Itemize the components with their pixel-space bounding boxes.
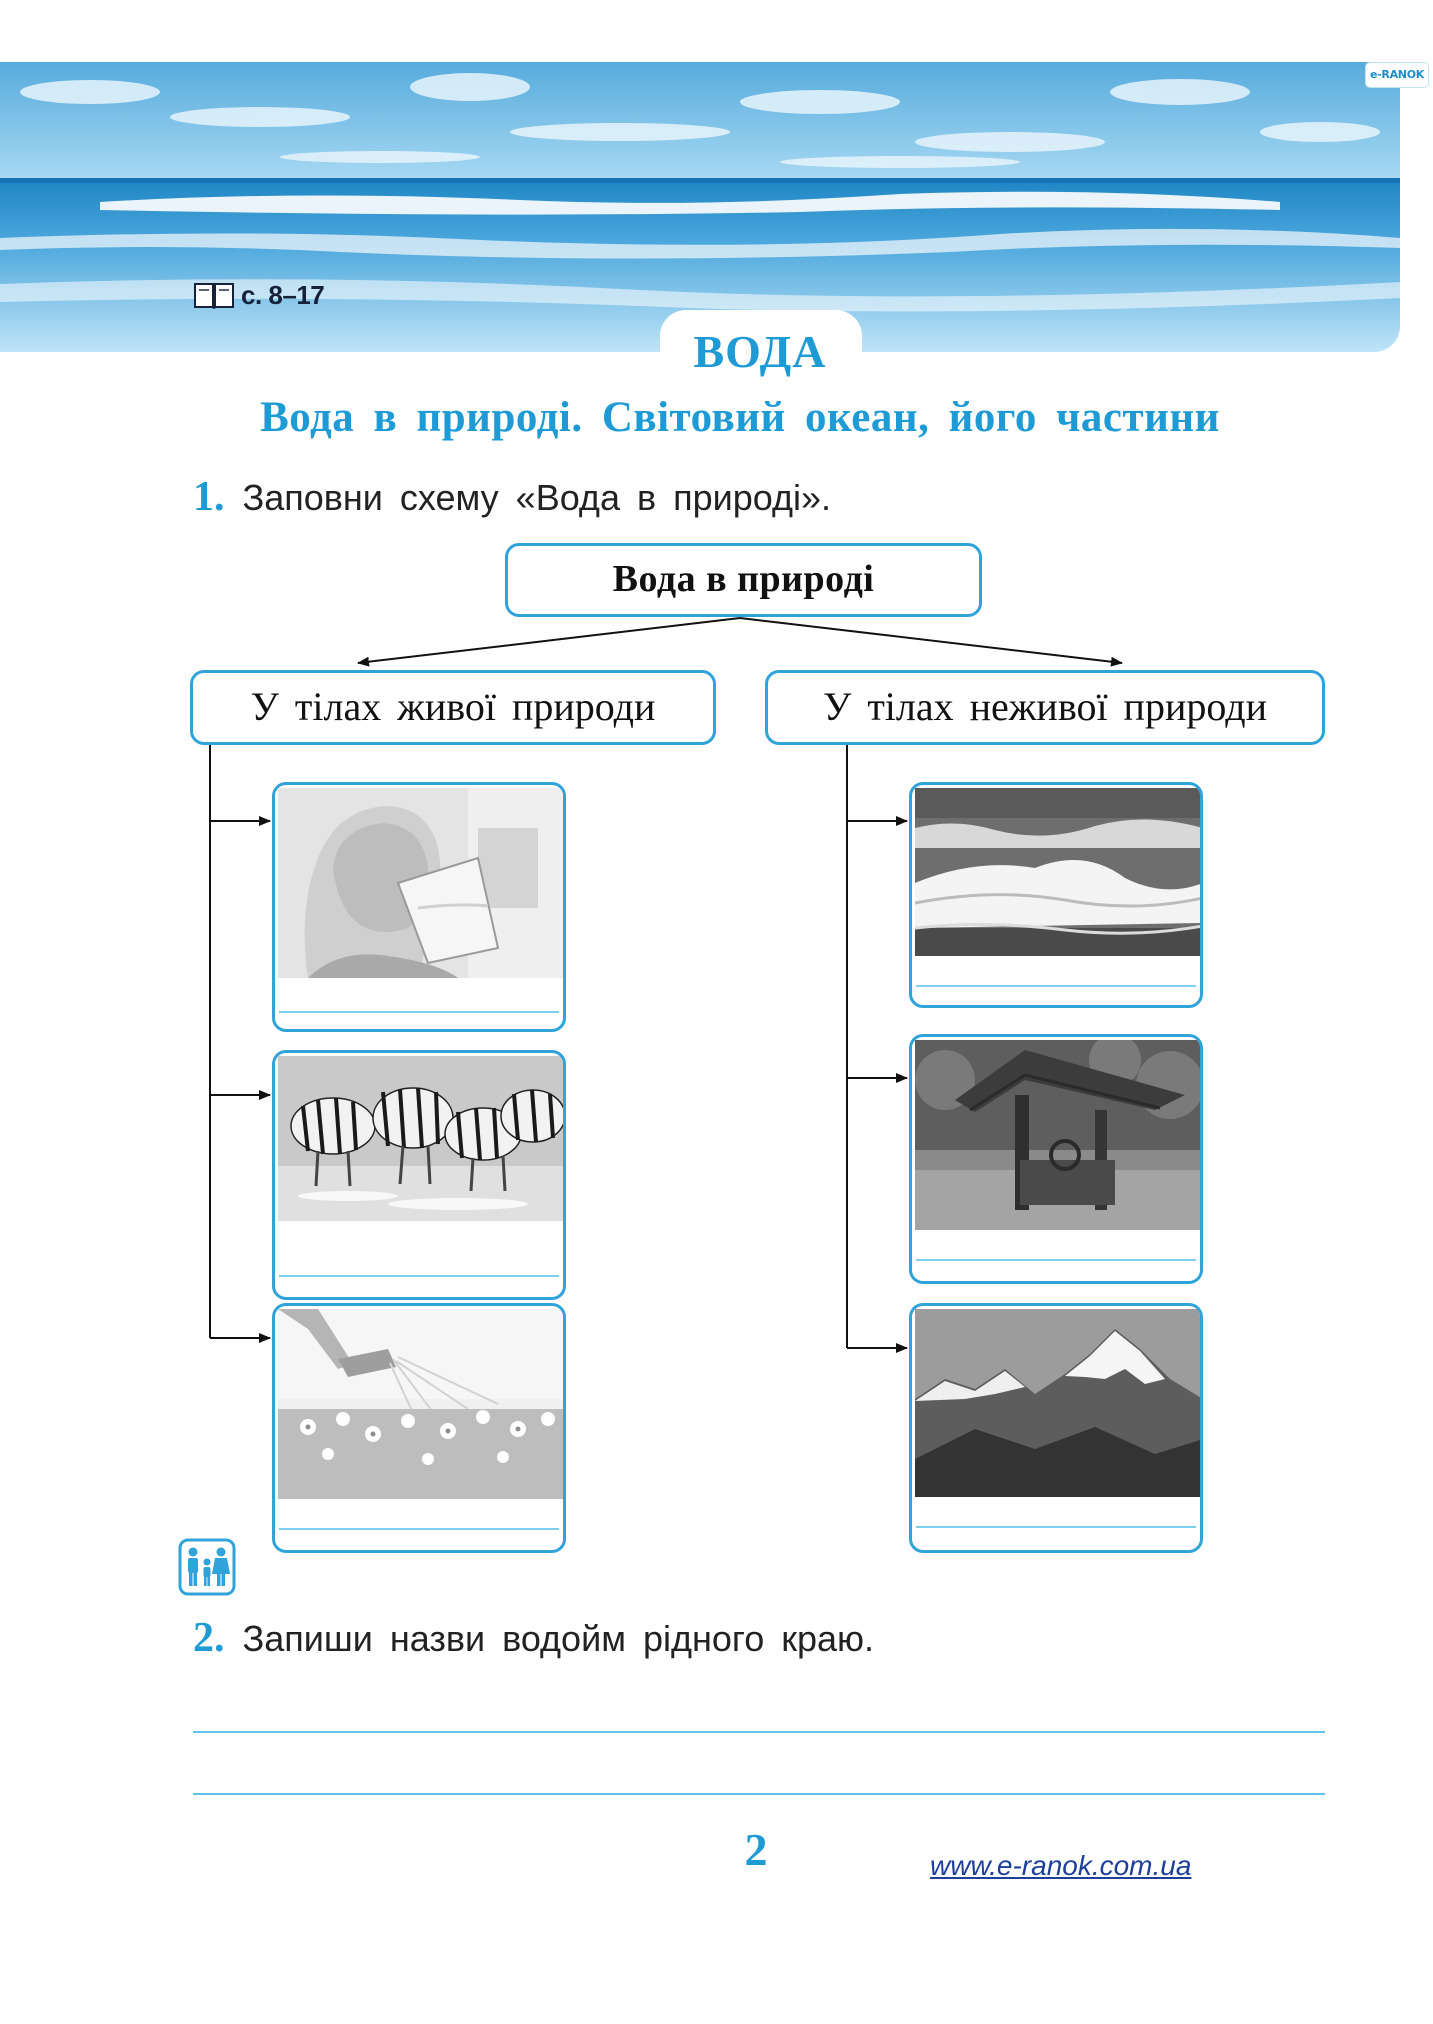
living-card-1	[272, 782, 566, 1032]
task-2-number: 2.	[193, 1615, 225, 1661]
publisher-logo: e-RANOK	[1365, 62, 1429, 88]
answer-line	[916, 1526, 1196, 1528]
living-card-3	[272, 1303, 566, 1553]
nonliving-card-1	[909, 782, 1203, 1008]
answer-line	[916, 985, 1196, 987]
answer-line	[916, 1259, 1196, 1261]
woman-drinking-water-photo	[278, 788, 566, 978]
well-photo	[915, 1040, 1203, 1230]
website-link[interactable]: www.e-ranok.com.ua	[930, 1850, 1192, 1881]
nonliving-card-2	[909, 1034, 1203, 1284]
task-2-text: Запиши назви водойм рідного краю.	[242, 1618, 875, 1659]
task-2-answer-line-2[interactable]	[193, 1793, 1325, 1795]
lesson-subtitle: Вода в природі. Світовий океан, його частини	[260, 394, 1220, 441]
nonliving-nature-box: У тілах неживої природи	[765, 670, 1325, 745]
family-icon	[178, 1538, 236, 1596]
living-nature-box: У тілах живої природи	[190, 670, 716, 745]
answer-line	[279, 1528, 559, 1530]
living-card-2	[272, 1050, 566, 1300]
sea-waves-photo	[915, 788, 1203, 956]
nonliving-card-3	[909, 1303, 1203, 1553]
answer-line	[279, 1011, 559, 1013]
pages-ref-text: с. 8–17	[241, 279, 325, 310]
zebras-drinking-photo	[278, 1056, 566, 1221]
task-1-number: 1.	[193, 474, 225, 520]
answer-line	[279, 1275, 559, 1277]
task-1-text: Заповни схему «Вода в природі».	[242, 477, 831, 518]
scheme-root-box: Вода в природі	[505, 543, 982, 617]
watering-flowers-photo	[278, 1309, 566, 1499]
task-2	[193, 1614, 874, 1662]
page-number: 2	[744, 1824, 768, 1875]
snowy-mountains-photo	[915, 1309, 1203, 1497]
task-2-answer-line-1[interactable]	[193, 1731, 1325, 1733]
page-title: ВОДА	[693, 326, 827, 377]
